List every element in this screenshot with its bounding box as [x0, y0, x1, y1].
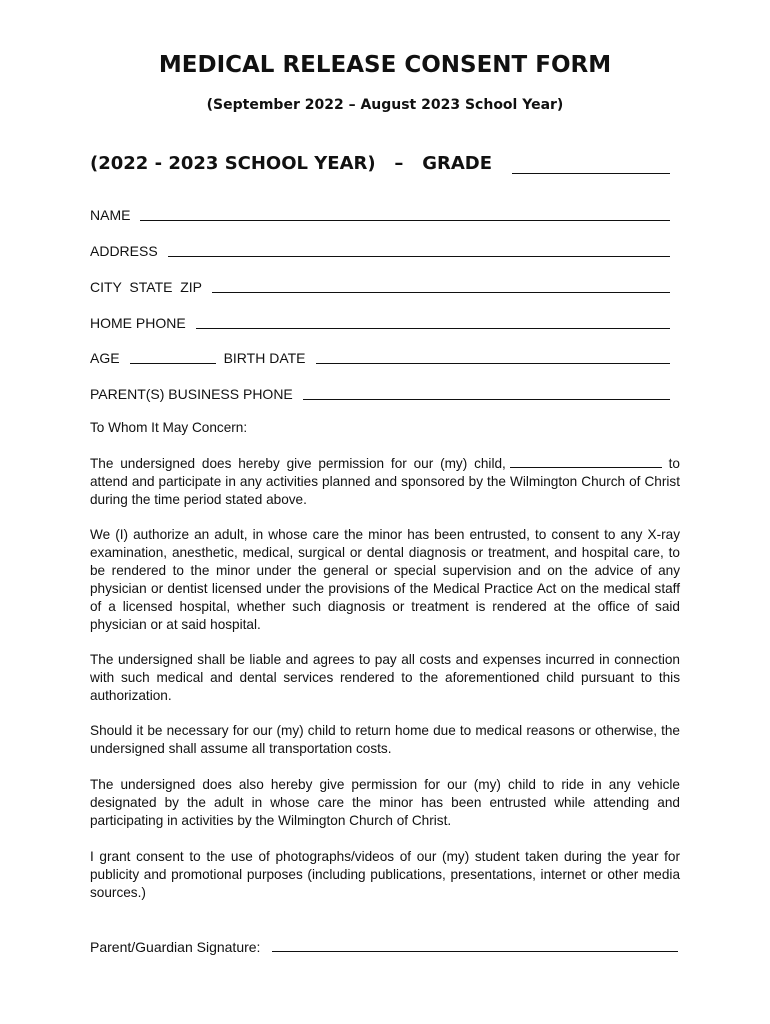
- name-label: NAME: [90, 207, 131, 223]
- age-input-line[interactable]: [130, 363, 216, 364]
- parent-business-phone-field: [90, 382, 670, 402]
- form-subtitle: (September 2022 – August 2023 School Year): [206, 97, 564, 113]
- paragraph-transportation: Should it be necessary for our (my) child to return home due to medical reasons or otherwise, the undersigned shall assume all transportation costs.: [90, 723, 680, 756]
- signature-field: [90, 935, 678, 955]
- home-phone-input-line[interactable]: [196, 328, 670, 329]
- name-field: [90, 203, 670, 223]
- age-birthdate-field: [90, 346, 670, 366]
- form-title: MEDICAL RELEASE CONSENT FORM: [158, 52, 612, 78]
- birth-date-input-line[interactable]: [316, 363, 670, 364]
- paragraph-permission: [90, 455, 680, 509]
- city-state-zip-input-line[interactable]: [212, 292, 670, 293]
- paragraph-vehicle: The undersigned does also hereby give permission for our (my) child to ride in any vehicle designated by the adult in whose care the minor has been entrusted while attending and participating in activities by the Wilmington Church of Christ.: [90, 777, 680, 828]
- age-label: AGE: [90, 350, 120, 366]
- child-name-input-line[interactable]: [510, 455, 662, 468]
- city-state-zip-label: CITY STATE ZIP: [90, 279, 203, 295]
- paragraph-permission-end: to attend and participate in any activities planned and sponsored by the Wilmington Church of Christ during the time period stated above.: [90, 456, 680, 507]
- grade-heading: (2022 - 2023 SCHOOL YEAR) – GRADE: [90, 153, 493, 174]
- home-phone-label: HOME PHONE: [90, 315, 186, 331]
- paragraph-liability: The undersigned shall be liable and agrees to pay all costs and expenses incurred in connection with such medical and dental services rendered to the aforementioned child pursuant to this authorization.: [90, 652, 680, 703]
- signature-label: Parent/Guardian Signature:: [90, 939, 261, 955]
- paragraph-permission-start: The undersigned does hereby give permission for our (my) child,: [90, 456, 506, 471]
- signature-input-line[interactable]: [272, 951, 678, 952]
- city-state-zip-field: [90, 275, 670, 295]
- address-label: ADDRESS: [90, 243, 158, 259]
- grade-field-line[interactable]: [512, 173, 670, 174]
- parent-business-phone-label: PARENT(S) BUSINESS PHONE: [90, 386, 293, 402]
- grade-row: [90, 153, 670, 179]
- name-input-line[interactable]: [140, 220, 670, 221]
- paragraph-authorize: We (I) authorize an adult, in whose care the minor has been entrusted, to consent to any X-ray examination, anesthetic, medical, surgical or dental diagnosis or treatment, and hospital care, to be rendered to the minor under the general or special supervision and on the advice of any physician or dentist licensed under the provisions of the Medical Practice Act on the medical staff of a licensed hospital, whether such diagnosis or treatment is rendered at the office of said physician or at said hospital.: [90, 527, 680, 632]
- address-field: [90, 239, 670, 259]
- home-phone-field: [90, 311, 670, 331]
- salutation: To Whom It May Concern:: [90, 420, 248, 435]
- paragraph-photo-consent: I grant consent to the use of photographs/videos of our (my) student taken during the year for publicity and promotional purposes (including publications, presentations, internet or other media sources.): [90, 849, 680, 900]
- birth-date-label: BIRTH DATE: [223, 350, 306, 366]
- parent-business-phone-input-line[interactable]: [303, 399, 670, 400]
- address-input-line[interactable]: [168, 256, 670, 257]
